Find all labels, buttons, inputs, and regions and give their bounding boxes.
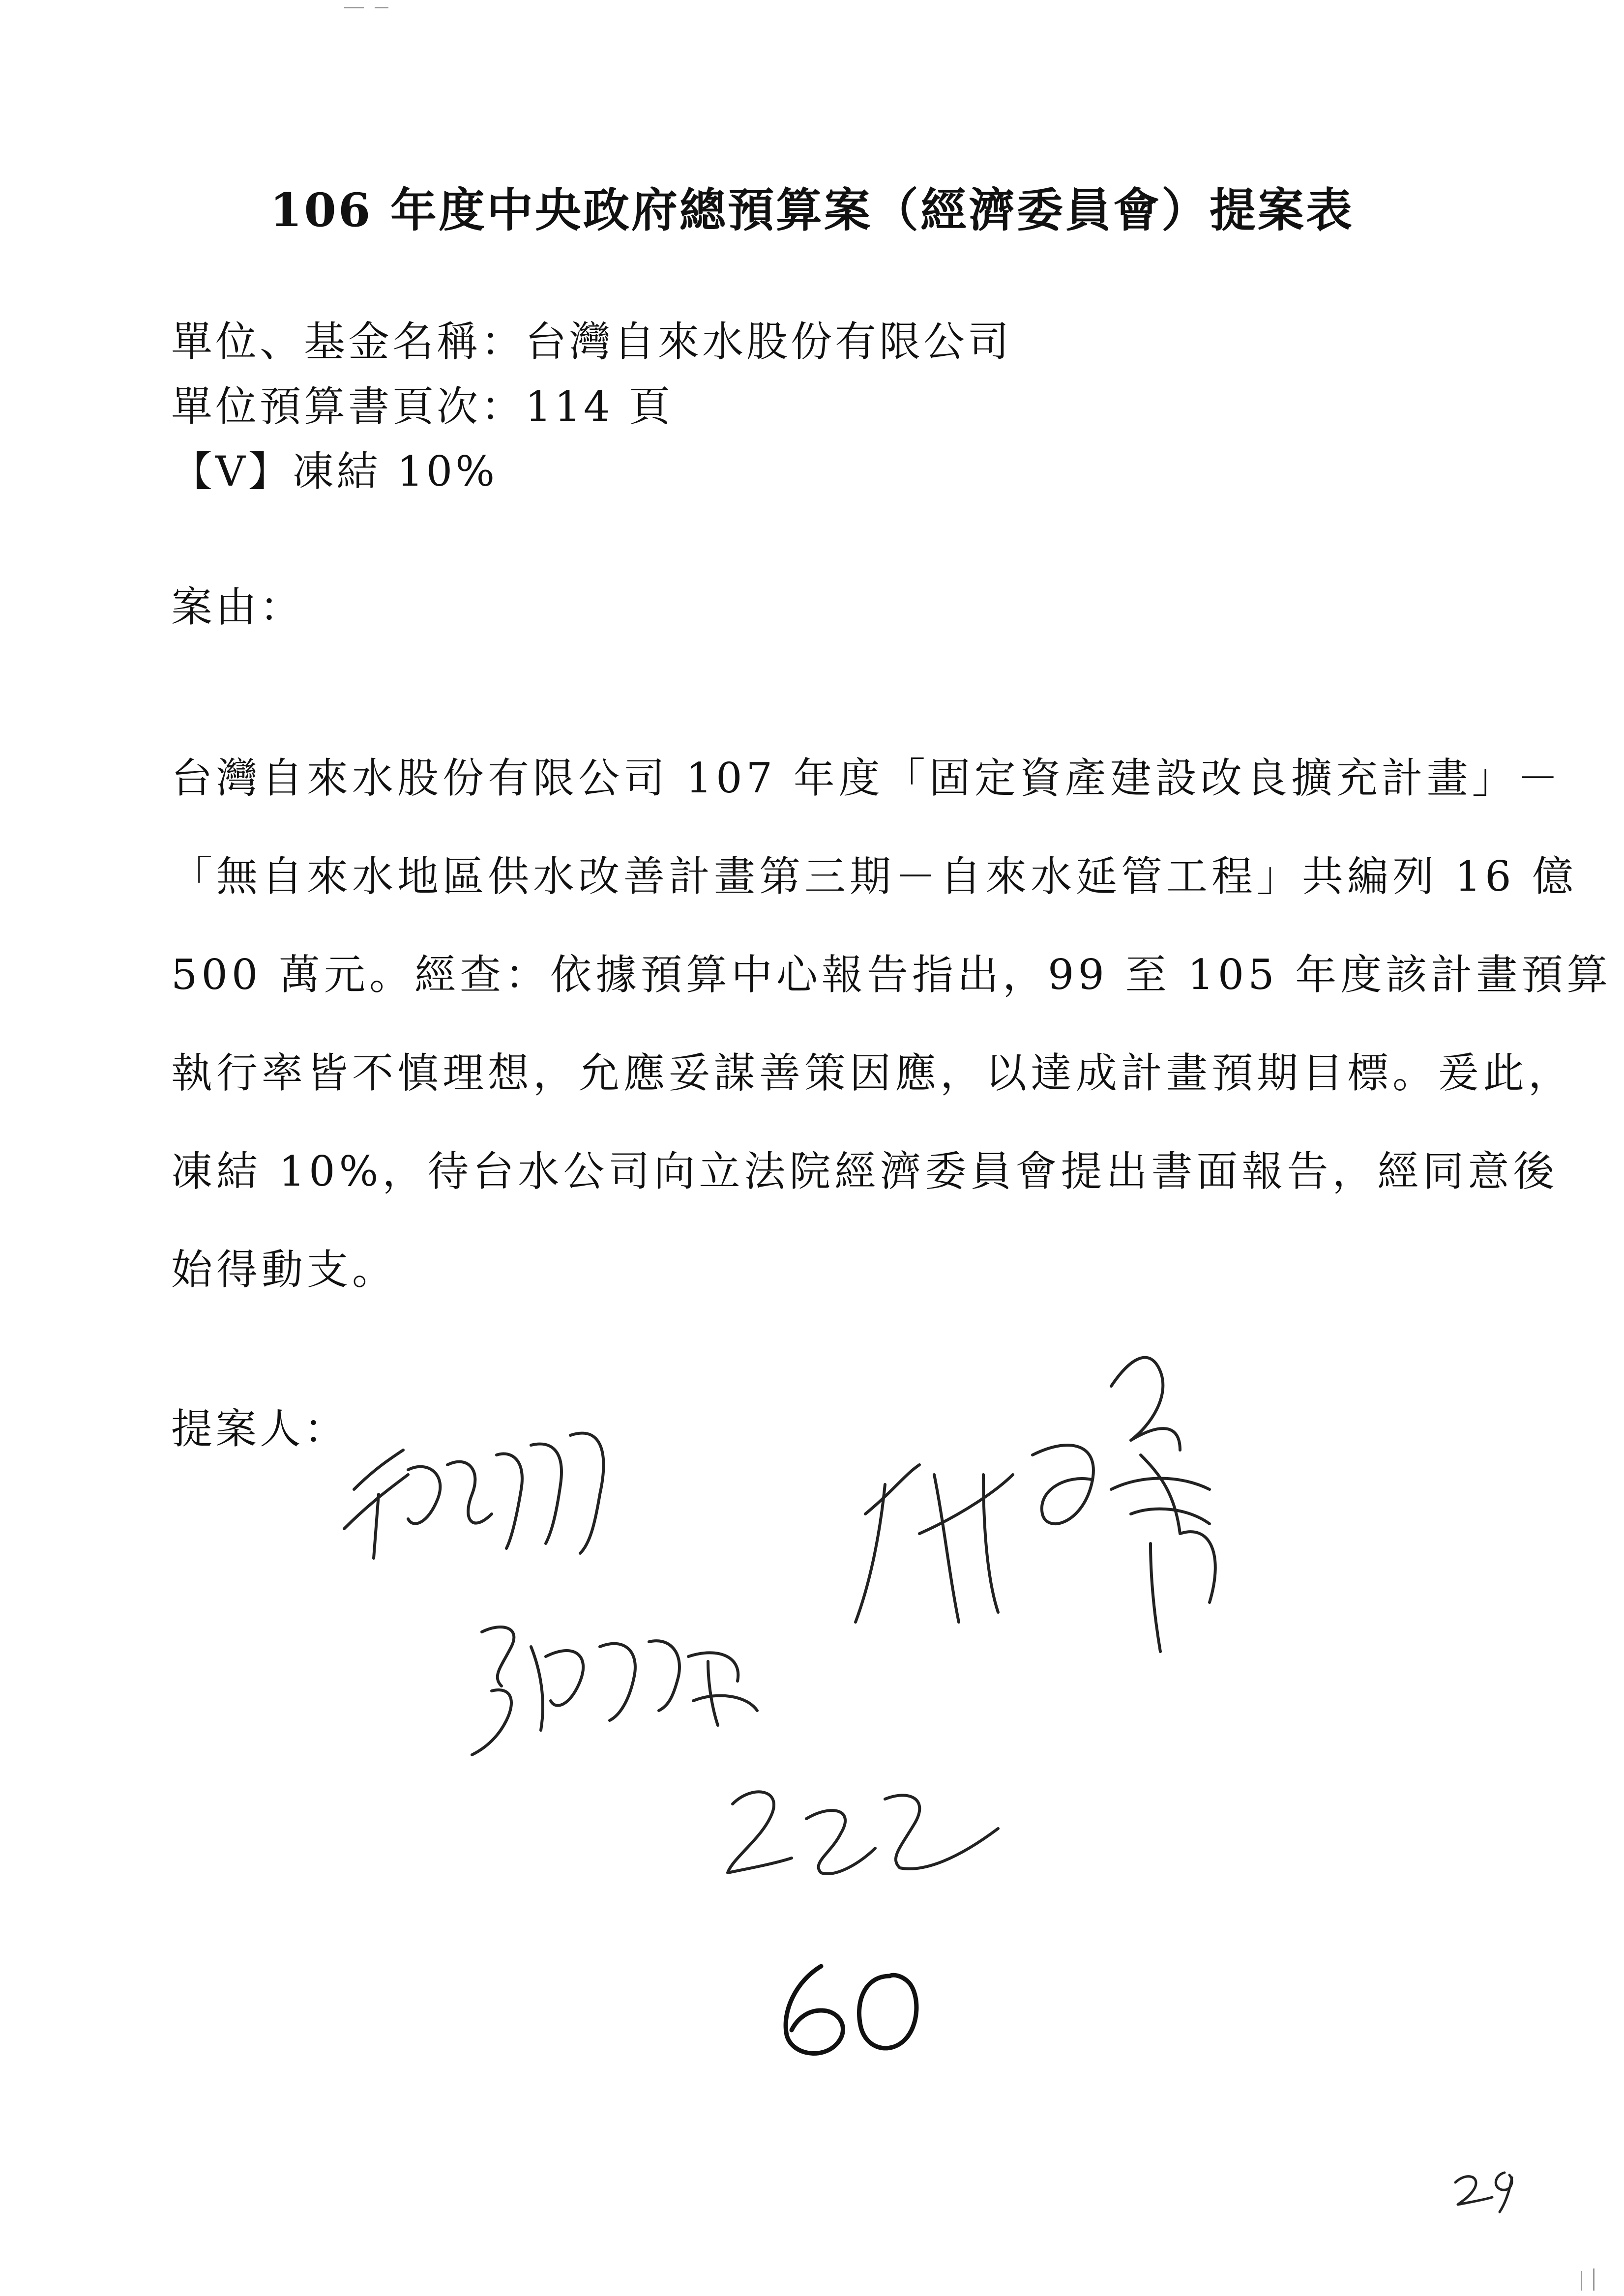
body-line: 執行率皆不慎理想，允應妥謀善策因應，以達成計畫預期目標。爰此，: [171, 1049, 1574, 1097]
signature-4: [713, 1760, 1018, 1899]
scan-mark: [1581, 2271, 1582, 2291]
scan-mark: [1593, 2268, 1594, 2291]
body-line: 「無自來水地區供水改善計畫第三期－自來水延管工程」共編列 16 億: [171, 852, 1578, 901]
unit-fund-field: 單位、基金名稱：台灣自來水股份有限公司: [171, 318, 1012, 366]
body-line: 500 萬元。經查：依據預算中心報告指出，99 至 105 年度該計畫預算: [171, 951, 1612, 999]
signature-3: [462, 1602, 806, 1767]
body-line: 凍結 10%，待台水公司向立法院經濟委員會提出書面報告，經同意後: [171, 1147, 1559, 1195]
scan-mark: [375, 7, 388, 8]
action-field: 【V】凍結 10%: [171, 447, 498, 495]
document-title: 106 年度中央政府總預算案（經濟委員會）提案表: [270, 183, 1354, 237]
page-number: [1450, 2163, 1529, 2219]
scan-mark: [344, 7, 364, 8]
proposer-label: 提案人：: [171, 1405, 349, 1453]
reason-label: 案由：: [171, 583, 304, 631]
body-line: 始得動支。: [171, 1246, 398, 1294]
handwritten-number: [767, 1956, 934, 2066]
signature-2: [836, 1327, 1239, 1703]
body-line: 台灣自來水股份有限公司 107 年度「固定資產建設改良擴充計畫」－: [171, 754, 1563, 802]
budget-page-field: 單位預算書頁次：114 頁: [171, 382, 674, 431]
signature-1: [334, 1416, 688, 1565]
